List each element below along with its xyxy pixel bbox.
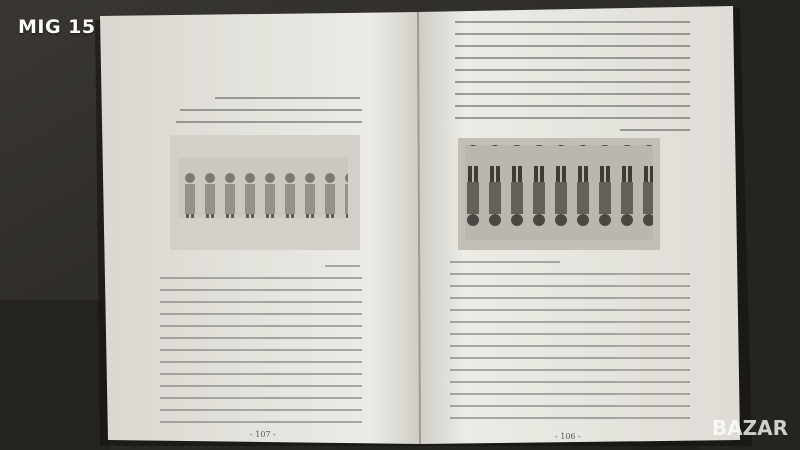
listing-tag: MIG 15 [18, 16, 96, 38]
right-page-number: - 106 - [555, 432, 581, 441]
left-page-number: - 107 - [250, 430, 276, 439]
watermark: BAZAR [711, 416, 788, 440]
